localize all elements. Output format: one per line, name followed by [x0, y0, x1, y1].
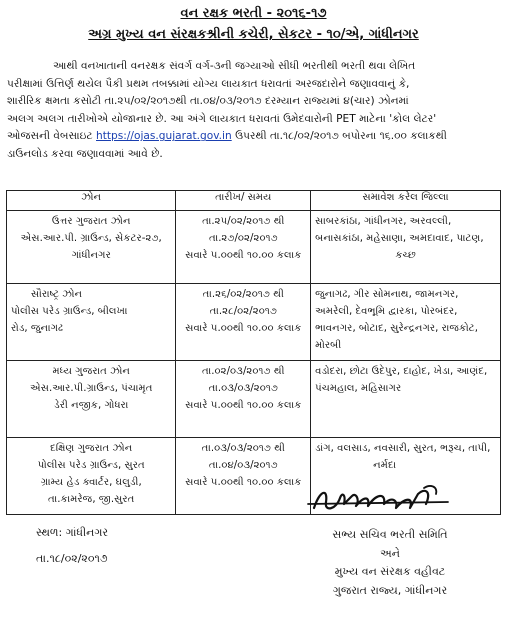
- districts-line: મોરબી: [315, 340, 342, 351]
- table-header-row: [7, 191, 501, 211]
- place-label: સ્થળ: ગાંધીનગર: [36, 526, 109, 539]
- date-cell: [176, 361, 311, 438]
- time-slot: સવારે ૫.૦૦થી ૧૦.૦૦ કલાક: [185, 400, 302, 411]
- districts-line: ભાવનગર, બોટાદ, સુરેન્દ્રનગર, રાજકોટ,: [315, 323, 478, 334]
- table-row: [7, 284, 501, 361]
- date-from: તા.૨૫/૦૨/૨૦૧૭ થી: [202, 216, 285, 227]
- zone-venue: ડેરી નજીક, ગોધરા: [54, 400, 129, 411]
- date-cell: [176, 211, 311, 284]
- zone-venue: પોલીસ પરેડ ગ્રાઉન્ડ, બીલખા: [11, 306, 128, 317]
- para-line: [7, 128, 503, 146]
- zone-name: ઉત્તર ગુજરાત ઝોન: [51, 216, 131, 227]
- date-to: તા.૨૭/૦૨/૨૦૧૭: [208, 233, 278, 244]
- time-slot: સવારે ૫.૦૦થી ૧૦.૦૦ કલાક: [185, 323, 302, 334]
- date-cell: [176, 284, 311, 361]
- districts-line: અમરેલી, દેવભૂમિ દ્વારકા, પોરબંદર,: [315, 306, 458, 317]
- zone-cell: [7, 361, 176, 438]
- date-cell: [176, 438, 311, 515]
- time-slot: સવારે ૫.૦૦થી ૧૦.૦૦ કલાક: [185, 477, 302, 488]
- para-line: પરીક્ષામાં ઉત્તિર્ણ થયેલ પૈકી પ્રથમ તબક્કામાં યોગ્ય લાયકાત ધરાવતાં અરજદારોને જણાવવાનું કે,: [7, 77, 410, 90]
- para-line: આથી વનખાતાની વનરક્ષક સંવર્ગ વર્ગ-૩ની જગ્યાઓ સીધી ભરતીથી ભરતી થવા લેખિત: [53, 60, 416, 72]
- zone-schedule-table: [6, 190, 501, 515]
- time-slot: સવારે ૫.૦૦થી ૧૦.૦૦ કલાક: [185, 250, 302, 261]
- zone-cell: [7, 438, 176, 515]
- districts-line: બનાસકાંઠા, મહેસાણા, અમદાવાદ, પાટણ,: [315, 233, 484, 244]
- signatory-line: અને: [380, 546, 400, 560]
- date-to: તા.૦૩/૦૩/૨૦૧૭: [208, 383, 278, 394]
- header-districts: સમાવેશ કરેલ જિલ્લા: [311, 191, 501, 211]
- zone-name: દક્ષિણ ગુજરાત ઝોન: [50, 443, 133, 454]
- zone-venue: પોલીસ પરેડ ગ્રાઉન્ડ, સુરત: [37, 460, 145, 471]
- notice-paragraph: [7, 58, 503, 164]
- para-line: શારીરિક ક્ષમતા કસોટી તા.૨૫/૦૨/૨૦૧૭થી તા.૦૪/૦૩/૨૦૧૭ દરમ્યાન રાજ્યમાં ૪(ચાર) ઝોનમાં: [7, 95, 409, 108]
- signatory-line: સભ્ય સચિવ ભરતી સમિતિ: [332, 528, 448, 541]
- ojas-website-link[interactable]: https://ojas.gujarat.gov.in: [96, 130, 232, 143]
- notice-title: વન રક્ષક ભરતી - ૨૦૧૬-૧૭: [180, 6, 327, 21]
- header-zone: ઝોન: [7, 191, 176, 211]
- para-line: ડાઉનલોડ કરવા જણાવવામાં આવે છે.: [7, 147, 163, 160]
- date-to: તા.૨૮/૦૨/૨૦૧૭: [209, 306, 277, 317]
- signatory-block: [290, 526, 490, 600]
- date-to: તા.૦૪/૦૩/૨૦૧૭: [208, 460, 278, 471]
- signatory-line: મુખ્ય વન સંરક્ષક વહીવટ: [334, 565, 446, 578]
- zone-venue: ગાંધીનગર: [71, 250, 111, 261]
- districts-line: પંચમહાલ, મહિસાગર: [315, 383, 402, 394]
- zone-name: મધ્ય ગુજરાત ઝોન: [52, 366, 130, 377]
- office-heading: અગ્ર મુખ્ય વન સંરક્ષકશ્રીની કચેરી, સેકટર - ૧૦/એ, ગાંધીનગર: [88, 27, 419, 42]
- para-text: ઉપરથી તા.૧૮/૦૨/૨૦૧૭ બપોરના ૧૬.૦૦ કલાકથી: [235, 130, 447, 143]
- districts-cell: [311, 211, 501, 284]
- issue-date: તા.૧૮/૦૨/૨૦૧૭: [36, 552, 108, 565]
- zone-cell: [7, 284, 176, 361]
- districts-line: વડોદરા, છોટા ઉદેપુર, દાહોદ, ખેડા, આણંદ,: [315, 366, 488, 377]
- zone-venue: ગ્રામ્ય હેડ ક્વાર્ટર, ઘલુડી,: [40, 477, 142, 488]
- signature-icon: [306, 482, 456, 520]
- districts-line: જુનાગઢ, ગીર સોમનાથ, જામનગર,: [315, 289, 459, 300]
- zone-name: સૌરાષ્ટ્ર ઝોન: [31, 289, 83, 300]
- districts-line: કચ્છ: [395, 250, 416, 261]
- table-row: [7, 361, 501, 438]
- para-text: ઓજસની વેબસાઇટ: [7, 130, 93, 143]
- districts-line: નર્મદા: [373, 460, 397, 471]
- header-date-time: તારીખ/ સમય: [176, 191, 311, 211]
- date-from: તા.૦૨/૦૩/૨૦૧૭ થી: [202, 366, 285, 377]
- zone-venue: તા.કામરેજ, જી.સુરત: [48, 494, 135, 505]
- table-row: [7, 211, 501, 284]
- zone-cell: [7, 211, 176, 284]
- districts-line: ડાંગ, વલસાડ, નવસારી, સુરત, ભરૂચ, તાપી,: [315, 443, 491, 454]
- date-from: તા.૨૬/૦૨/૨૦૧૭ થી: [202, 289, 284, 300]
- districts-cell: [311, 284, 501, 361]
- date-from: તા.૦૩/૦૩/૨૦૧૭ થી: [201, 443, 285, 454]
- zone-venue: રોડ, જુનાગઢ: [11, 323, 64, 334]
- para-line: અલગ અલગ તારીખોએ યોજાનાર છે. આ અંગે લાયકાત ધરાવતાં ઉમેદવારોની PET માટેના 'કોલ લેટર': [7, 112, 437, 125]
- signatory-line: ગુજરાત રાજ્ય, ગાંધીનગર: [332, 583, 448, 597]
- districts-cell: [311, 361, 501, 438]
- zone-venue: એસ.આર.પી.ગ્રાઉન્ડ, પંચામૃત: [29, 383, 153, 394]
- zone-venue: એસ.આર.પી. ગ્રાઉન્ડ, સેકટર-૨૭,: [20, 233, 162, 244]
- districts-line: સાબરકાંઠા, ગાંધીનગર, અરવલ્લી,: [315, 216, 452, 227]
